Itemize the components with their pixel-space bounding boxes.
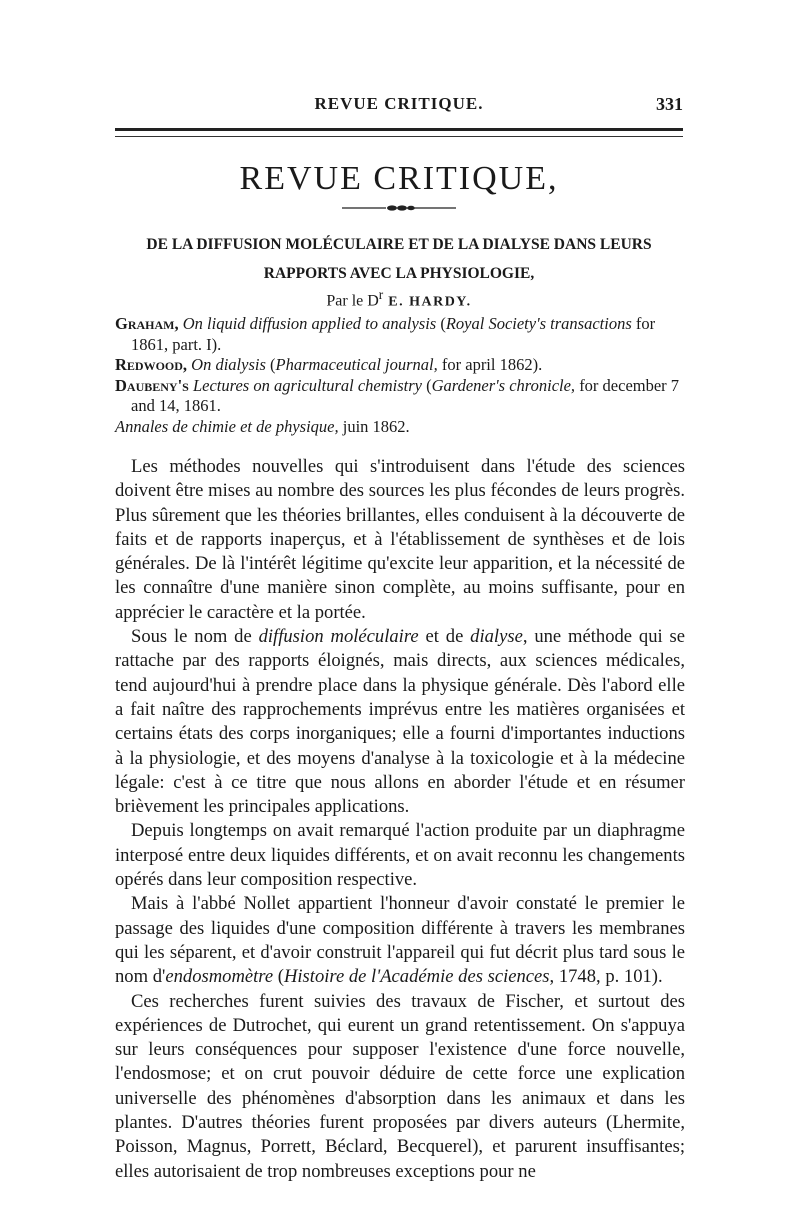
ref-title: Annales de chimie et de physique, <box>115 416 339 436</box>
byline-prefix: Par le D <box>326 292 379 310</box>
italic-citation: Histoire de l'Académie des sciences <box>283 966 550 988</box>
paragraph: Ces recherches furent suivies des travaux de Fischer, et surtout des expériences de Dutrochet, qui eurent un grand retentissement. On s'appuya sur leurs conséquences pour supposer l'existence d'une force nouvelle, l'endosmose; et on crut pouvoir déduire de cette force une explication universelle des phénomènes d'absorption dans les animaux et dans les plantes. D'autres théories furent proposées par divers auteurs (Lhermite, Poisson, Magnus, Porrett, Béclard, Becquerel), et parurent insuffisantes; elles autorisaient de trop nombreuses exceptions pour ne <box>115 990 685 1182</box>
ref-author: Redwood, <box>115 355 188 374</box>
subtitle-line-2: RAPPORTS AVEC LA PHYSIOLOGIE, <box>263 265 535 282</box>
paragraph: Les méthodes nouvelles qui s'introduisent dans l'étude des sciences doivent être mises au nombre des sources les plus fécondes de leurs progrès. Plus sûrement que les théories brillantes, elles conduisent à la découverte de faits et de rapports inaperçus, et à l'établissement de synthèses et de lois générales. De là l'intérêt légitime qu'excite leur apparition, et la nécessité de les connaître d'une manière sinon complète, au moins suffisante, pour en apprécier le caractère et la portée. <box>115 456 685 623</box>
ref-source: Gardener's chronicle, <box>431 375 576 395</box>
ref-rest: ( <box>265 355 276 374</box>
text-run: , une méthode qui se rattache par des rapports éloignés, mais directs, aux sciences médicales, tend aujourd'hui à prendre place dans la physique générale. Dès l'abord elle a fait naître des rapprochements imprévus entre les matières organisées et certains états des corps inorganiques; elle a fourni d'importantes inductions à la physiologie, et des moyens d'analyse à la toxicologie et à la médecine légale: c'est à ce titre que nous allons en aborder l'étude et en résumer brièvement les principales applications. <box>115 626 685 818</box>
reference-item <box>115 314 687 355</box>
running-head <box>115 94 683 118</box>
ref-author: Graham, <box>115 314 179 333</box>
italic-term: endosmomètre <box>165 966 274 988</box>
paragraph <box>115 892 685 989</box>
article-title: REVUE CRITIQUE, <box>239 160 559 197</box>
italic-term: diffusion moléculaire <box>258 626 419 648</box>
text-run: Mais à l'abbé Nollet appartient l'honneur d'avoir constaté le premier le passage des liquides d'une composition différente à travers les membranes qui les séparent, et d'avoir construit l'appareil qui fut décrit plus tard sous le nom d' <box>115 893 685 988</box>
text-run: et de <box>418 626 471 648</box>
header-rule-thick <box>115 128 683 131</box>
ref-title: Lectures on agricultural chemistry <box>188 375 422 395</box>
text-run: , 1748, p. 101). <box>549 966 663 988</box>
header-rule-thin <box>115 136 683 137</box>
ref-rest: for december 7 and 14, 1861. <box>131 375 680 415</box>
article-subtitle <box>115 230 683 288</box>
ref-author: Daubeny's <box>115 375 189 395</box>
reference-list <box>115 314 687 437</box>
reference-item <box>115 376 687 417</box>
ref-rest: for 1861, part. I). <box>131 314 656 354</box>
text-run: Sous le nom de <box>131 626 259 648</box>
running-title: REVUE CRITIQUE. <box>314 94 484 113</box>
subtitle-line-1: DE LA DIFFUSION MOLÉCULAIRE ET DE LA DIALYSE DANS LEURS <box>146 236 652 253</box>
page-number: 331 <box>656 94 683 114</box>
ref-rest: for april 1862). <box>437 355 543 374</box>
ref-source: Pharmaceutical journal, <box>275 355 438 374</box>
paragraph <box>115 625 685 819</box>
ref-source: Royal Society's transactions <box>445 314 632 333</box>
byline <box>115 287 683 310</box>
italic-term: dialyse <box>470 626 523 648</box>
ref-rest: juin 1862. <box>338 416 410 436</box>
reference-item <box>115 355 687 376</box>
ref-title: On dialysis <box>187 355 266 374</box>
ref-rest: ( <box>421 375 432 395</box>
ref-title: On liquid diffusion applied to analysis <box>178 314 437 333</box>
article-body <box>115 455 685 1184</box>
paragraph: Depuis longtemps on avait remarqué l'action produite par un diaphragme interposé entre deux liquides différents, et on avait reconnu les changements opérés dans leur composition respective. <box>115 820 685 891</box>
author-name: E. HARDY. <box>383 294 472 310</box>
text-run: ( <box>273 966 284 988</box>
ornament-divider <box>340 204 458 212</box>
reference-item <box>115 417 687 438</box>
byline-sup: r <box>378 287 384 302</box>
ref-rest: ( <box>436 314 446 333</box>
